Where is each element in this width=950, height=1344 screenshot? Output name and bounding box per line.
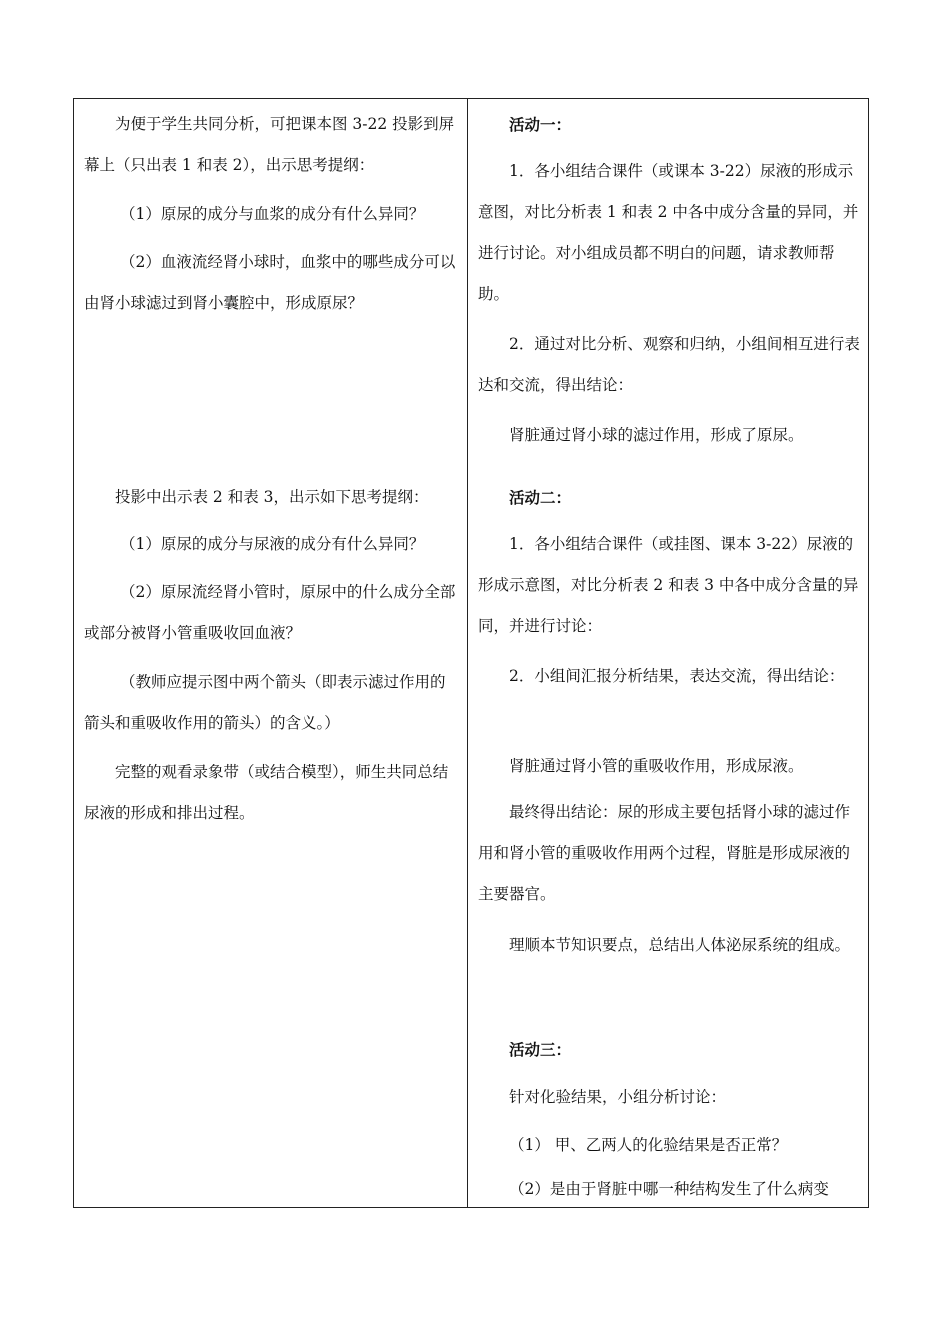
activity-3-intro: 针对化验结果，小组分析讨论： bbox=[509, 1088, 727, 1106]
activity-2-step-1: 1．各小组结合课件（或挂图、课本 3-22）尿液的形成示意图，对比分析表 2 和表 3 中各中成分含量的异同，并进行讨论： bbox=[478, 535, 859, 635]
activity-3-heading: 活动三： bbox=[509, 1040, 572, 1059]
activity-1-step-2: 2．通过对比分析、观察和归纳，小组间相互进行表达和交流，得出结论： bbox=[478, 335, 860, 394]
final-conclusion: 最终得出结论：尿的形成主要包括肾小球的滤过作用和肾小管的重吸收作用两个过程，肾脏是形成尿液的主要器官。 bbox=[478, 803, 851, 903]
teacher-activity-cell bbox=[74, 99, 467, 1207]
left-paragraph-7: （教师应提示图中两个箭头（即表示滤过作用的箭头和重吸收作用的箭头）的含义。） bbox=[84, 673, 446, 732]
activity-2-step-2: 2．小组间汇报分析结果，表达交流，得出结论： bbox=[509, 667, 845, 685]
lesson-table bbox=[73, 98, 869, 1208]
activity-2-conclusion: 肾脏通过肾小管的重吸收作用，形成尿液。 bbox=[509, 757, 804, 775]
activity-3-question-1: （1） 甲、乙两人的化验结果是否正常？ bbox=[509, 1136, 788, 1154]
left-paragraph-2: （1）原尿的成分与血浆的成分有什么异同？ bbox=[120, 205, 425, 223]
left-paragraph-6: （2）原尿流经肾小管时，原尿中的什么成分全部或部分被肾小管重吸收回血液？ bbox=[84, 583, 456, 642]
left-paragraph-4: 投影中出示表 2 和表 3，出示如下思考提纲： bbox=[115, 488, 429, 506]
left-paragraph-5: （1）原尿的成分与尿液的成分有什么异同？ bbox=[120, 535, 425, 553]
activity-3-question-2: （2）是由于肾脏中哪一种结构发生了什么病变 bbox=[509, 1180, 829, 1198]
left-paragraph-1: 为便于学生共同分析，可把课本图 3-22 投影到屏幕上（只出表 1 和表 2），出示思考提纲： bbox=[84, 115, 455, 174]
summary-note: 理顺本节知识要点，总结出人体泌尿系统的组成。 bbox=[509, 936, 851, 954]
left-paragraph-8: 完整的观看录象带（或结合模型），师生共同总结尿液的形成和排出过程。 bbox=[84, 763, 449, 822]
activity-1-step-1: 1．各小组结合课件（或课本 3-22）尿液的形成示意图，对比分析表 1 和表 2 中各中成分含量的异同，并进行讨论。对小组成员都不明白的问题，请求教师帮助。 bbox=[478, 162, 859, 303]
activity-1-conclusion: 肾脏通过肾小球的滤过作用，形成了原尿。 bbox=[509, 426, 804, 444]
activity-1-heading: 活动一： bbox=[509, 115, 572, 134]
student-activity-cell bbox=[468, 99, 868, 1207]
left-paragraph-3: （2）血液流经肾小球时，血浆中的哪些成分可以由肾小球滤过到肾小囊腔中，形成原尿？ bbox=[84, 253, 456, 312]
activity-2-heading: 活动二： bbox=[509, 488, 572, 507]
